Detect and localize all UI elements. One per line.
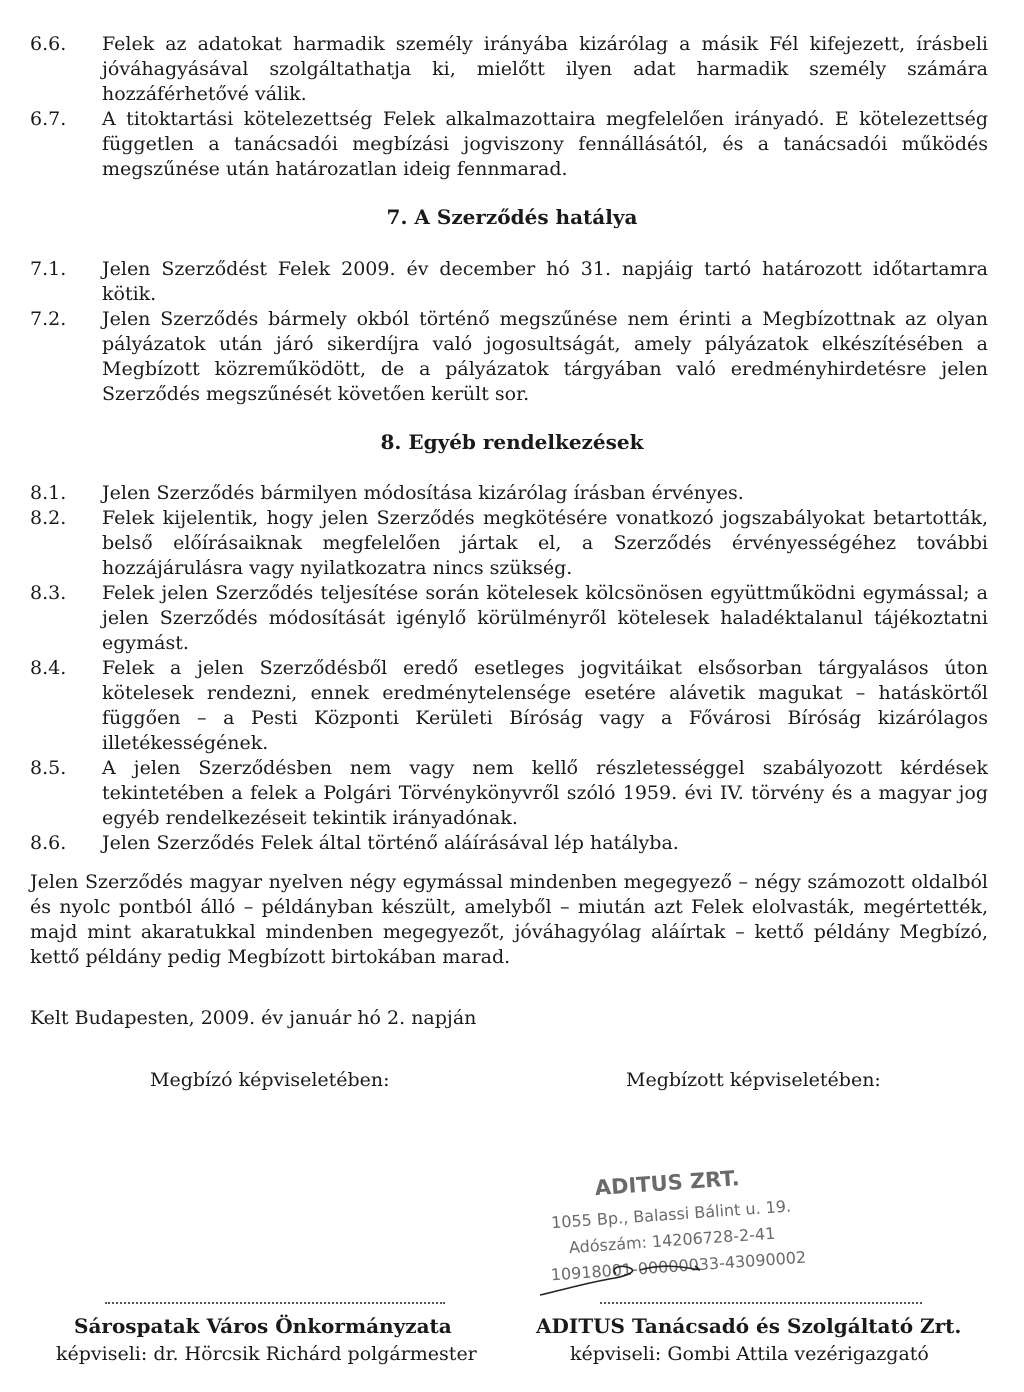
clause-number: 8.6. xyxy=(30,832,67,854)
agent-name: ADITUS Tanácsadó és Szolgáltató Zrt. xyxy=(536,1314,962,1338)
company-stamp xyxy=(520,1160,820,1300)
clause-8-2 xyxy=(30,506,988,581)
clause-number: 6.7. xyxy=(30,108,67,130)
clause-number: 8.1. xyxy=(30,482,67,504)
clause-number: 7.2. xyxy=(30,308,67,330)
clause-8-6 xyxy=(30,831,988,856)
clause-text: Jelen Szerződés bármilyen módosítása kizárólag írásban érvényes. xyxy=(102,482,744,504)
clause-text: Felek a jelen Szerződésből eredő esetleges jogvitáikat elsősorban tárgyalásos úton kötelesek rendezni, ennek eredménytelensége esetére alávetik magukat – hatáskörtől függően – a Pesti Központi Kerületi Bíróság vagy a Fővárosi Bíróság kizárólagos illetékességének. xyxy=(102,657,988,754)
clause-8-5 xyxy=(30,756,988,831)
section-8-heading: 8. Egyéb rendelkezések xyxy=(380,430,644,454)
clause-number: 6.6. xyxy=(30,33,67,55)
closing-paragraph: Jelen Szerződés magyar nyelven négy egymással mindenben megegyező – négy számozott oldalból és nyolc pontból álló – példányban készült, amelyből – miután azt Felek elolvasták, megértették, majd mint akaratukkal mindenben megegyezőt, jóváhagyólag aláírtak – kettő példány Megbízó, kettő példány pedig Megbízott birtokában marad. xyxy=(30,871,988,968)
stamp-company: ADITUS ZRT. xyxy=(594,1166,741,1201)
clause-number: 8.3. xyxy=(30,582,67,604)
clause-7-1 xyxy=(30,257,988,307)
place-date: Kelt Budapesten, 2009. év január hó 2. napján xyxy=(30,1007,477,1029)
clause-8-4 xyxy=(30,656,988,756)
clause-text: Jelen Szerződés Felek által történő aláírásával lép hatályba. xyxy=(102,832,679,854)
clause-6-6 xyxy=(30,32,988,107)
principal-name: Sárospatak Város Önkormányzata xyxy=(74,1314,452,1338)
clause-text: Jelen Szerződés bármely okból történő megszűnése nem érinti a Megbízottnak az olyan pályázatok után járó sikerdíjra való jogosultságát, amely pályázatok elkészítésében a Megbízott közreműködött, de a pályázatok tárgyában való eredményhirdetésre jelen Szerződés megszűnését követően került sor. xyxy=(102,308,988,405)
stamp-address: 1055 Bp., Balassi Bálint u. 19. xyxy=(550,1196,792,1233)
principal-representative: képviseli: dr. Hörcsik Richárd polgármester xyxy=(56,1343,477,1365)
clause-text: A jelen Szerződésben nem vagy nem kellő részletességgel szabályozott kérdések tekintetében a felek a Polgári Törvénykönyvről szóló 1959. évi IV. törvény és a magyar jog egyéb rendelkezéseit tekintik irányadónak. xyxy=(102,757,988,829)
agent-representative: képviseli: Gombi Attila vezérigazgató xyxy=(570,1343,929,1365)
stamp-account: 10918001-00000033-43090002 xyxy=(550,1247,807,1285)
signature-line-right xyxy=(600,1302,922,1305)
stamp-taxnumber: Adószám: 14206728-2-41 xyxy=(568,1223,776,1258)
signature-line-left xyxy=(105,1302,445,1305)
clause-text: Felek az adatokat harmadik személy irányába kizárólag a másik Fél kifejezett, írásbeli jóváhagyásával szolgáltathatja ki, mielőtt ilyen adat harmadik személy számára hozzáférhetővé válik. xyxy=(102,33,988,105)
clause-6-7 xyxy=(30,107,988,182)
clause-text: Felek jelen Szerződés teljesítése során kötelesek kölcsönösen együttműködni egymással; a jelen Szerződés módosítását igénylő körülményről kötelesek haladéktalanul tájékoztatni egymást. xyxy=(102,582,988,654)
clause-number: 8.5. xyxy=(30,757,67,779)
clause-text: A titoktartási kötelezettség Felek alkalmazottaira megfelelően irányadó. E kötelezettség független a tanácsadói megbízási jogviszony fennállásától, és a tanácsadói működés megszűnése után határozatlan ideig fennmarad. xyxy=(102,108,988,180)
principal-label: Megbízó képviseletében: xyxy=(150,1069,390,1091)
clause-text: Jelen Szerződést Felek 2009. év december hó 31. napjáig tartó határozott időtartamra kötik. xyxy=(102,258,988,305)
clause-8-1 xyxy=(30,481,988,506)
clause-number: 8.2. xyxy=(30,507,67,529)
clause-7-2 xyxy=(30,307,988,407)
agent-label: Megbízott képviseletében: xyxy=(626,1069,881,1091)
clause-number: 7.1. xyxy=(30,258,67,280)
clause-8-3 xyxy=(30,581,988,656)
section-7-heading: 7. A Szerződés hatálya xyxy=(386,205,638,229)
clause-number: 8.4. xyxy=(30,657,67,679)
clause-text: Felek kijelentik, hogy jelen Szerződés megkötésére vonatkozó jogszabályokat betartották, belső előírásaiknak megfelelően jártak el, a Szerződés érvényességéhez további hozzájárulásra vagy nyilatkozatra nincs szükség. xyxy=(102,507,988,579)
